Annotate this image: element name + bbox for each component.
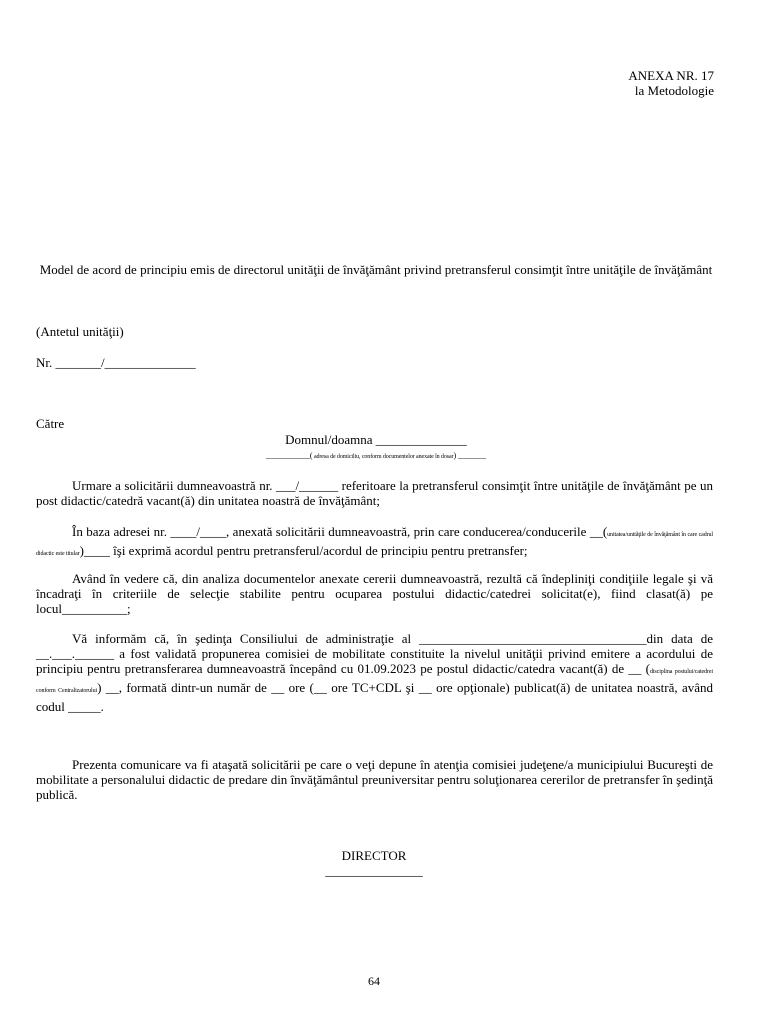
p4-note: disciplina postului/catedrei conform Centralizatorului — [36, 669, 713, 694]
address-line-pre: ___________( — [265, 451, 313, 460]
annex-number: ANEXA NR. 17 — [628, 68, 714, 83]
letterhead-placeholder: (Antetul unităţii) — [36, 324, 124, 339]
document-title: Model de acord de principiu emis de directorul unităţii de învăţământ privind pretransferul consimţit între unităţile de învăţământ — [39, 262, 713, 277]
recipient-to: Către — [36, 416, 65, 431]
annex-reference: la Metodologie — [634, 83, 714, 98]
paragraph-communication: Prezenta comunicare va fi ataşată solicitării pe care o veţi depune în atenţia comisiei judeţene/a municipiului Bucureşti de mobilitate a personalului didactic de predare din învăţământul preuniversitar pentru soluţionarea cererilor de pretransfer în şedinţă publică. — [36, 757, 713, 802]
p4-text-end: ) __, formată dintr-un număr de __ ore (__ ore TC+CDL şi __ ore opţionale) publicat(ă) de unitatea noastră, având codul _____. — [36, 680, 713, 714]
p4-text-start: Vă informăm că, în şedinţa Consiliului de administraţie al ___________________________________din data de __.___.______ a fost validată propunerea comisiei de mobilitate constituite la nivelul unităţii privind emitere a acordului de principiu pentru pretransferarea dumneavoastră începând cu 01.09.2023 pe postul didactic/catedra vacant(ă) de __ ( — [36, 631, 713, 676]
annex-header — [500, 68, 714, 98]
address-line-post: ) _______ — [453, 451, 487, 460]
p2-note: unitatea/unităţile de învăţământ în care cadrul didactic este titular — [36, 532, 713, 557]
signature-line: _______________ — [325, 863, 423, 878]
paragraph-request: Urmare a solicitării dumneavoastră nr. ___/______ referitoare la pretransferul consimţit între unităţile de învăţământ pe un post didactic/catedră vacant(ă) din unitatea noastră de învăţământ; — [36, 478, 713, 508]
recipient-address — [36, 451, 716, 460]
paragraph-address — [36, 524, 713, 562]
paragraph-council — [36, 631, 713, 714]
paragraph-analysis: Având în vedere că, din analiza documentelor anexate cererii dumneavoastră, rezultă că îndepliniţi condiţiile legale şi vă încadraţi în criteriile de selecţie stabilite pentru ocuparea postului didactic/catedrei solicitat(e), fiind clasat(ă) pe locul__________; — [36, 571, 713, 616]
p2-text-start: În baza adresei nr. ____/____, anexată solicitării dumneavoastră, prin care conducerea/conducerile __( — [72, 524, 608, 539]
address-note: adresa de domiciliu, conform documentelor anexate în dosar — [312, 454, 454, 460]
signature-role: DIRECTOR — [341, 848, 407, 863]
page-number: 64 — [368, 974, 380, 988]
recipient-name: Domnul/doamna ______________ — [285, 432, 467, 447]
p2-text-end: )____ îşi exprimă acordul pentru pretransferul/acordul de principiu pentru pretransfer; — [79, 543, 528, 558]
registration-number: Nr. _______/______________ — [36, 355, 196, 370]
